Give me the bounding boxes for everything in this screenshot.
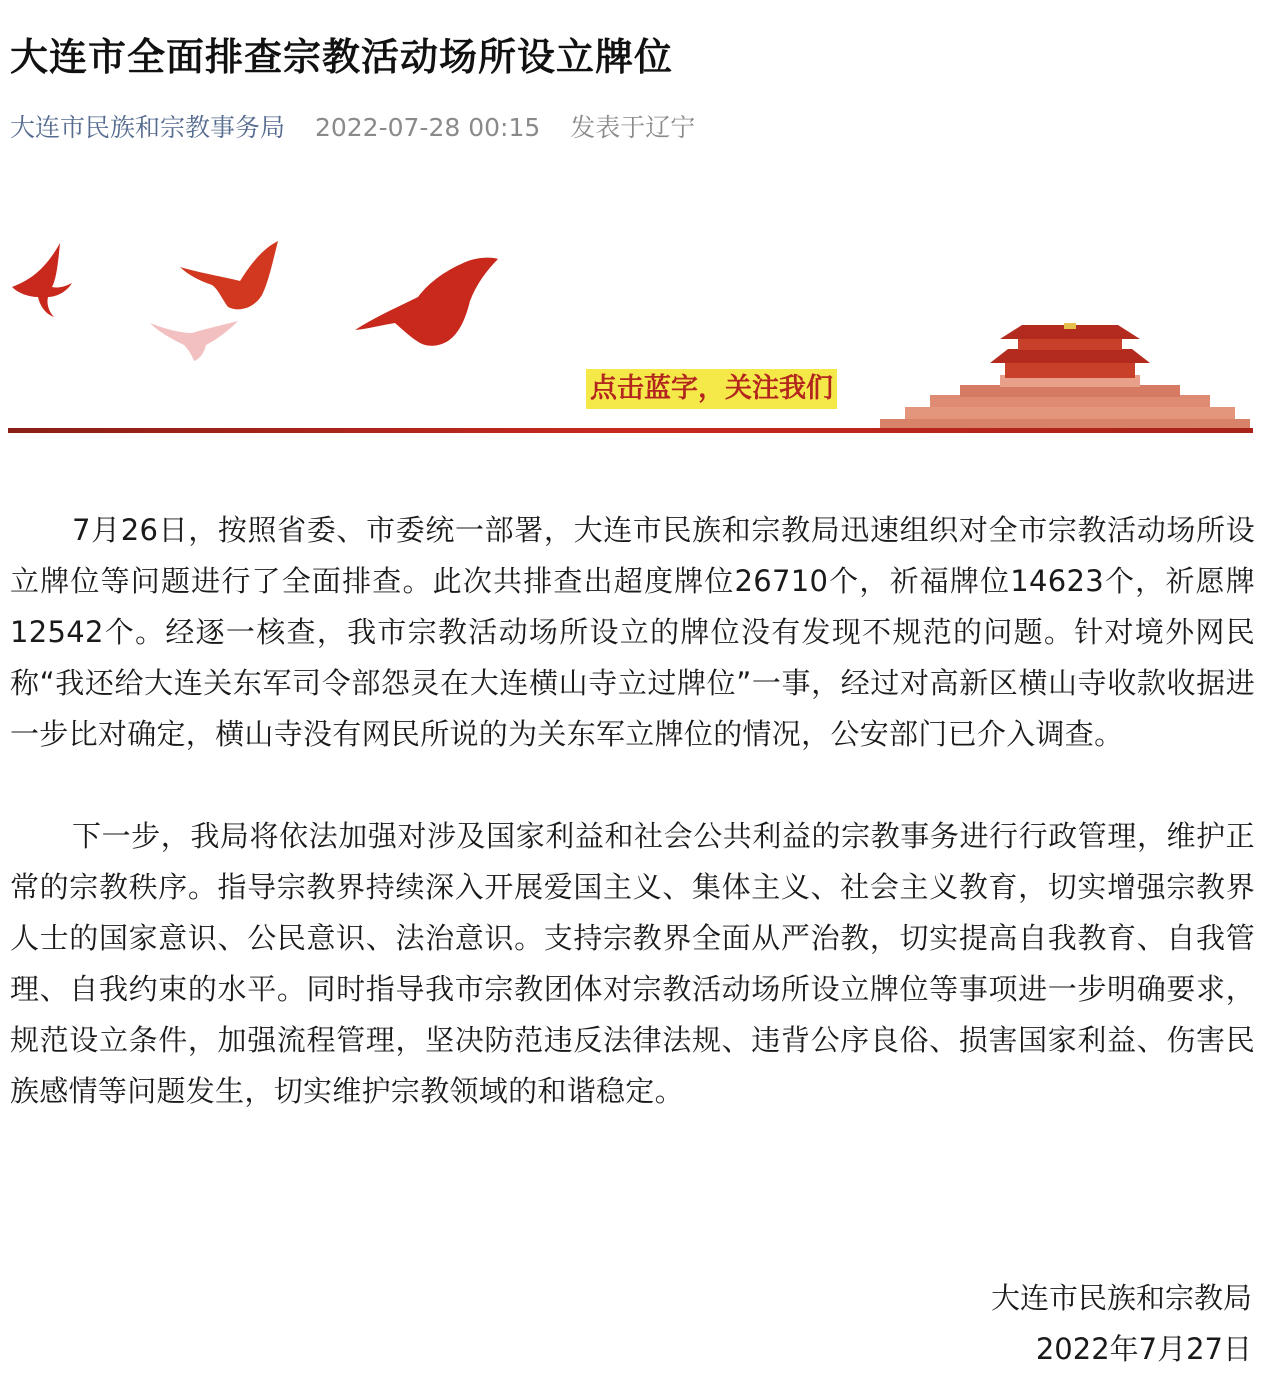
article-title: 大连市全面排查宗教活动场所设立牌位 (10, 35, 674, 79)
signature-date: 2022年7月27日 (1035, 1332, 1252, 1366)
banner-illustration (0, 225, 1282, 445)
publish-location: 发表于辽宁 (570, 113, 696, 142)
article-meta (10, 108, 695, 144)
article-paragraph: 下一步，我局将依法加强对涉及国家利益和社会公共利益的宗教事务进行行政管理，维护正常的宗教秩序。指导宗教界持续深入开展爱国主义、集体主义、社会主义教育，切实增强宗教界人士的国家意识、公民意识、法治意识。支持宗教界全面从严治教，切实提高自我教育、自我管理、自我约束的水平。同时指导我市宗教团体对宗教活动场所设立牌位等事项进一步明确要求，规范设立条件，加强流程管理，坚决防范违反法律法规、违背公序良俗、损害国家利益、伤害民族感情等问题发生，切实维护宗教领域的和谐稳定。 (10, 819, 1255, 1108)
dove-icon (180, 241, 278, 309)
signature-block (991, 1273, 1252, 1375)
dove-icon (12, 243, 72, 317)
article-body (10, 505, 1255, 1117)
author-link[interactable]: 大连市民族和宗教事务局 (10, 113, 286, 142)
palace-icon (880, 323, 1250, 429)
signature-org: 大连市民族和宗教局 (990, 1281, 1252, 1315)
follow-us-prompt[interactable]: 点击蓝字，关注我们 (586, 369, 837, 409)
article-paragraph: 7月26日，按照省委、市委统一部署，大连市民族和宗教局迅速组织对全市宗教活动场所设立牌位等问题进行了全面排查。此次共排查出超度牌位26710个，祈福牌位14623个，祈愿牌12542个。经逐一核查，我市宗教活动场所设立的牌位没有发现不规范的问题。针对境外网民称“我还给大连关东军司令部怨灵在大连横山寺立过牌位”一事，经过对高新区横山寺收款收据进一步比对确定，横山寺没有网民所说的为关东军立牌位的情况，公安部门已介入调查。 (10, 513, 1255, 751)
publish-datetime: 2022-07-28 00:15 (314, 113, 541, 142)
dove-icon (355, 258, 498, 346)
header-banner (0, 225, 1282, 445)
dove-icon (150, 321, 238, 361)
